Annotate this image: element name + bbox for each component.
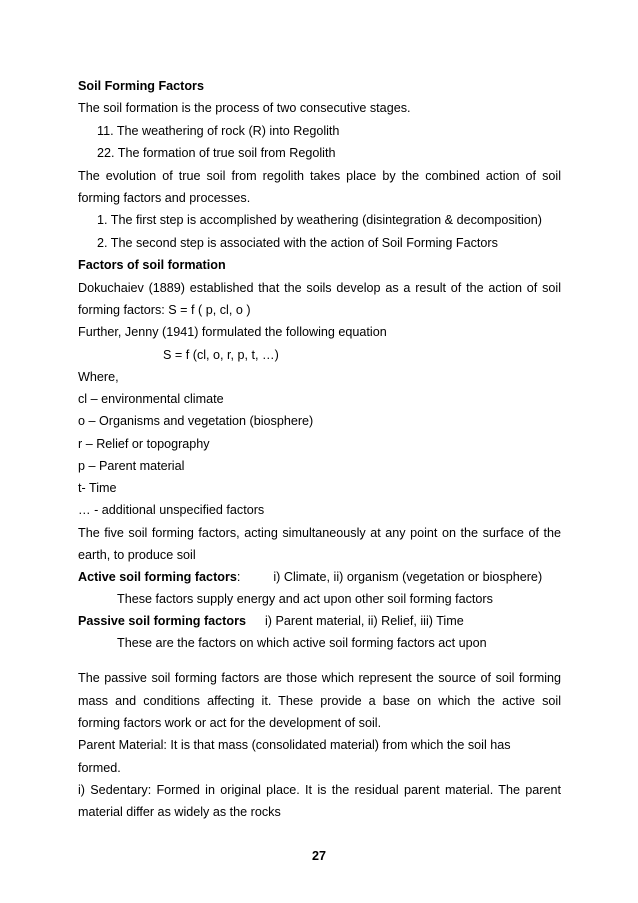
- definition-cl: cl – environmental climate: [78, 392, 224, 406]
- passive-paragraph-line-1: The passive soil forming factors are those which represent the source of soil forming: [78, 671, 561, 685]
- active-factors-description: These factors supply energy and act upon other soil forming factors: [117, 592, 493, 606]
- passive-factors-label: Passive soil forming factors: [78, 614, 246, 628]
- intro-text: The soil formation is the process of two consecutive stages.: [78, 101, 411, 115]
- definition-t: t- Time: [78, 481, 117, 495]
- where-label: Where,: [78, 370, 119, 384]
- parent-material-line-2: formed.: [78, 761, 121, 775]
- page-number: 27: [311, 849, 326, 863]
- definition-o: o – Organisms and vegetation (biosphere): [78, 414, 314, 428]
- stage-1-item: 11. The weathering of rock (R) into Regolith: [97, 124, 340, 138]
- active-factors-row: [78, 569, 542, 585]
- five-factors-text-line-1: The five soil forming factors, acting simultaneously at any point on the surface of the: [78, 526, 561, 540]
- step-2-item: 2. The second step is associated with the action of Soil Forming Factors: [97, 236, 498, 250]
- sedentary-line-1: i) Sedentary: Formed in original place. It is the residual parent material. The parent: [78, 783, 561, 797]
- jenny-text: Further, Jenny (1941) formulated the following equation: [78, 325, 387, 339]
- active-factors-values: i) Climate, ii) organism (vegetation or biosphere): [273, 570, 543, 584]
- step-1-item: 1. The first step is accomplished by weathering (disintegration & decomposition): [97, 213, 542, 227]
- stage-2-item: 22. The formation of true soil from Regolith: [97, 146, 336, 160]
- passive-factors-description: These are the factors on which active soil forming factors act upon: [117, 636, 487, 650]
- dokuchaiev-text-line-2: forming factors: S = f ( p, cl, o ): [78, 303, 251, 317]
- sedentary-line-2: material differ as widely as the rocks: [78, 805, 281, 819]
- five-factors-text-line-2: earth, to produce soil: [78, 548, 196, 562]
- active-factors-label: Active soil forming factors: [78, 570, 237, 584]
- evolution-text-line-2: forming factors and processes.: [78, 191, 251, 205]
- passive-factors-row: [78, 613, 464, 629]
- jenny-equation: S = f (cl, o, r, p, t, …): [163, 348, 279, 362]
- definition-p: p – Parent material: [78, 459, 185, 473]
- parent-material-line-1: Parent Material: It is that mass (consolidated material) from which the soil has: [78, 738, 511, 752]
- heading-factors-of-soil-formation: Factors of soil formation: [78, 258, 226, 272]
- passive-paragraph-line-2: mass and conditions affecting it. These provide a base on which the active soil: [78, 694, 561, 708]
- passive-factors-values: i) Parent material, ii) Relief, iii) Time: [264, 614, 464, 628]
- definition-additional: … - additional unspecified factors: [78, 503, 265, 517]
- dokuchaiev-text-line-1: Dokuchaiev (1889) established that the soils develop as a result of the action of soil: [78, 281, 561, 295]
- passive-paragraph-line-3: forming factors work or act for the development of soil.: [78, 716, 382, 730]
- evolution-text-line-1: The evolution of true soil from regolith takes place by the combined action of soil: [78, 169, 561, 183]
- active-factors-colon: :: [236, 570, 241, 584]
- definition-r: r – Relief or topography: [78, 437, 210, 451]
- heading-soil-forming-factors: Soil Forming Factors: [78, 79, 204, 93]
